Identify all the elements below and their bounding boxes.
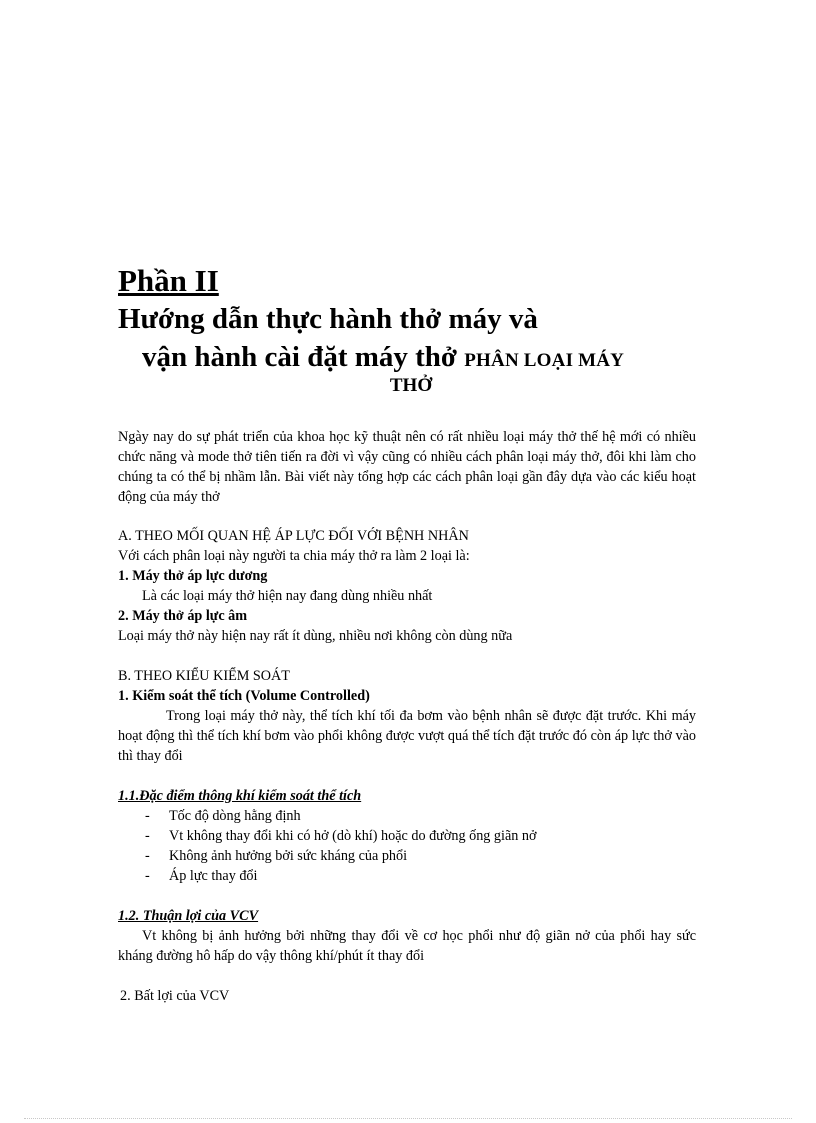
subsection-1-1-title: 1.1.Đặc điểm thông khí kiểm soát thể tích [118,788,362,804]
subtitle-inline: PHÂN LOẠI MÁY [464,350,625,371]
section-a-item1-text: Là các loại máy thở hiện nay đang dùng nhiều nhất [142,588,433,604]
section-b-title: B. THEO KIỂU KIỂM SOÁT [118,668,290,684]
section-a-lead: Với cách phân loại này người ta chia máy thở ra làm 2 loại là: [118,548,470,564]
section-b-item1-title: 1. Kiểm soát thể tích (Volume Controlled) [118,688,370,704]
section-a-item1-title: 1. Máy thở áp lực dương [118,568,268,584]
list-item: - Vt không thay đổi khi có hở (dò khí) hoặc do đường ống giãn nở [145,828,537,844]
section-b-item1-text: Trong loại máy thở này, thể tích khí tối đa bơm vào bệnh nhân sẽ được đặt trước. Khi máy hoạt động thì thể tích khí bơm vào phổi không được vượt quá thể tích đặt trước đó còn áp lực thở vào thì thay đổi [118,708,696,764]
main-title-text: vận hành cài đặt máy thở [142,341,457,373]
dash-bullet: - [145,848,150,864]
feature-list [118,806,696,886]
section-a-item2-text: Loại máy thở này hiện nay rất ít dùng, nhiều nơi không còn dùng nữa [118,628,513,644]
list-item: - Áp lực thay đổi [145,868,258,884]
page-bottom-border [24,1118,792,1119]
list-item: - Không ảnh hưởng bởi sức kháng của phổi [145,848,408,864]
section-a-title: A. THEO MỐI QUAN HỆ ÁP LỰC ĐỐI VỚI BỆNH NHÂN [118,528,469,544]
page-content [118,262,696,1006]
subsection-1-2-title: 1.2. Thuận lợi của VCV [118,908,259,924]
dash-bullet: - [145,828,150,844]
part-heading: Phần II [118,263,219,298]
main-title-line-1: Hướng dẫn thực hành thở máy và [118,303,538,335]
list-item: - Tốc độ dòng hằng định [145,808,301,824]
section-b-item2-title: 2. Bất lợi của VCV [120,988,230,1004]
dash-bullet: - [145,868,150,884]
subtitle-end: THỞ [389,375,433,396]
dash-bullet: - [145,808,150,824]
intro-paragraph: Ngày nay do sự phát triển của khoa học kỹ thuật nên có rất nhiều loại máy thở thế hệ mới có nhiều chức năng và mode thở tiên tiến ra đời vì vậy cũng có nhiều cách phân loại máy thở, đôi khi làm cho chúng ta có thể bị nhầm lẫn. Bài viết này tổng hợp các cách phân loại gần đây dựa vào các kiểu hoạt động của máy thở [118,429,696,505]
section-a-item2-title: 2. Máy thở áp lực âm [118,608,248,624]
subsection-1-2-text: Vt không bị ảnh hưởng bởi những thay đổi về cơ học phổi như độ giãn nở của phổi hay sức kháng đường hô hấp do vậy thông khí/phút ít thay đổi [118,928,696,964]
